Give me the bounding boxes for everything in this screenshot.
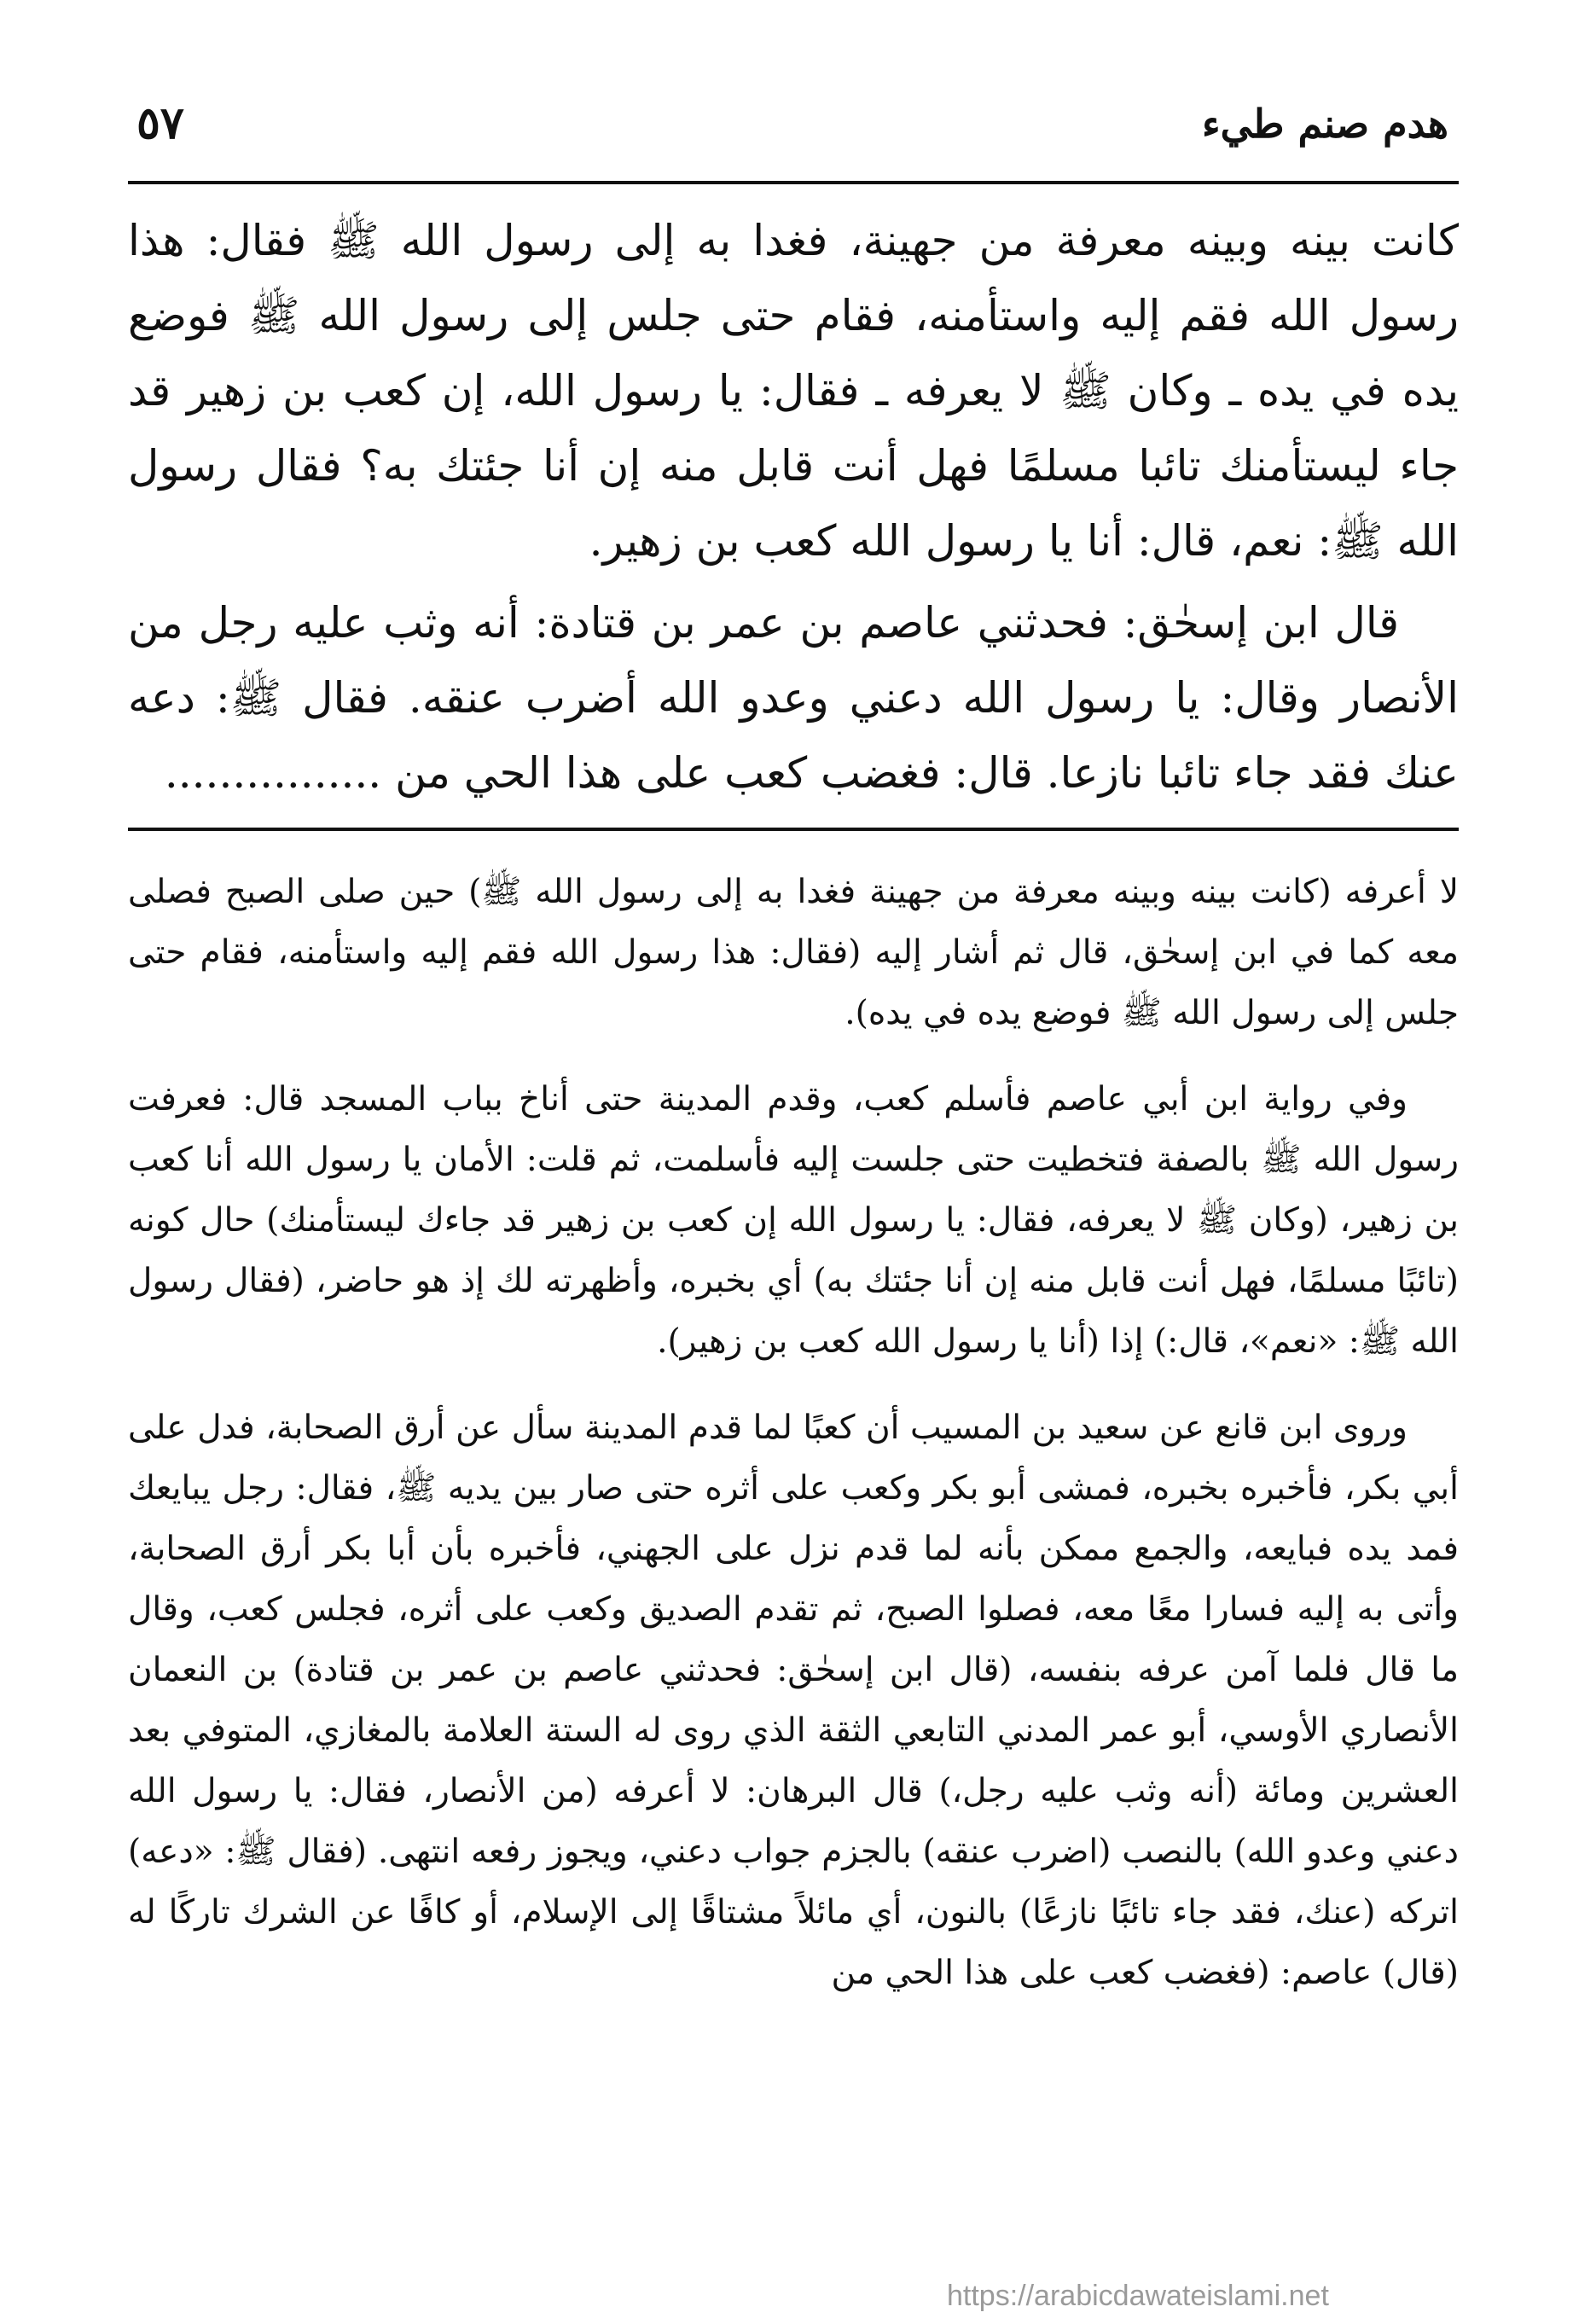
commentary-block [128,862,1459,2003]
header-divider [128,181,1459,184]
chapter-title: هدم صنم طيء [1201,101,1448,147]
watermark-url: https://arabicdawateislami.net [947,2280,1329,2312]
hadith-paragraph: قال ابن إسحٰق: فحدثني عاصم بن عمر بن قتادة: أنه وثب عليه رجل من الأنصار وقال: يا رسول الله دعني وعدو الله أضرب عنقه. فقال ﷺ: دعه عنك فقد جاء تائبا نازعا. قال: فغضب كعب على هذا الحي من ................ [128,598,1459,798]
hadith-paragraph: كانت بينه وبينه معرفة من جهينة، فغدا به إلى رسول الله ﷺ فقال: هذا رسول الله فقم إليه واستأمنه، فقام حتى جلس إلى رسول الله ﷺ فوضع يده في يده ـ وكان ﷺ لا يعرفه ـ فقال: يا رسول الله، إن كعب بن زهير قد جاء ليستأمنك تائبا مسلمًا فهل أنت قابل منه إن أنا جئتك به؟ فقال رسول الله ﷺ: نعم، قال: أنا يا رسول الله كعب بن زهير. [128,216,1459,566]
commentary-paragraph: وروى ابن قانع عن سعيد بن المسيب أن كعبًا لما قدم المدينة سأل عن أرق الصحابة، فدل على أبي بكر، فأخبره بخبره، فمشى أبو بكر وكعب على أثره حتى صار بين يديه ﷺ، فقال: رجل يبايعك فمد يده فبايعه، والجمع ممكن بأنه لما قدم نزل على الجهني، فأخبره بأن أبا بكر أرق الصحابة، وأتى به إليه فسارا معًا معه، فصلوا الصبح، ثم تقدم الصديق وكعب على أثره، فجلس كعب، وقال ما قال فلما آمن عرفه بنفسه، (قال ابن إسحٰق: فحدثني عاصم بن عمر بن قتادة) بن النعمان الأنصاري الأوسي، أبو عمر المدني التابعي الثقة الذي روى له الستة العلامة بالمغازي، المتوفي بعد العشرين ومائة (أنه وثب عليه رجل،) قال البرهان: لا أعرفه (من الأنصار، فقال: يا رسول الله دعني وعدو الله) بالنصب (اضرب عنقه) بالجزم جواب دعني، ويجوز رفعه انتهى. (فقال ﷺ: «دعه) اتركه (عنك، فقد جاء تائبًا نازعًا) بالنون، أي مائلاً مشتاقًا إلى الإسلام، أو كافًا عن الشرك تاركًا له (قال) عاصم: (فغضب كعب على هذا الحي من [128,1409,1460,1992]
hadith-text-block [128,203,1459,810]
commentary-paragraph: لا أعرفه (كانت بينه وبينه معرفة من جهينة فغدا به إلى رسول الله ﷺ) حين صلى الصبح فصلى معه كما في ابن إسحٰق، قال ثم أشار إليه (فقال: هذا رسول الله فقم إليه واستأمنه، فقام حتى جلس إلى رسول الله ﷺ فوضع يده في يده). [128,873,1459,1032]
page-header [128,85,1459,162]
page-number: ٥٧ [136,97,184,149]
commentary-paragraph: وفي رواية ابن أبي عاصم فأسلم كعب، وقدم المدينة حتى أناخ بباب المسجد قال: فعرفت رسول الله ﷺ بالصفة فتخطيت حتى جلست إليه فأسلمت، ثم قلت: الأمان يا رسول الله أنا كعب بن زهير، (وكان ﷺ لا يعرفه، فقال: يا رسول الله إن كعب بن زهير قد جاءك ليستأمنك) حال كونه (تائبًا مسلمًا، فهل أنت قابل منه إن أنا جئتك به) أي بخبره، وأظهرته لك إذ هو حاضر، (فقال رسول الله ﷺ: «نعم»، قال:) إذا (أنا يا رسول الله كعب بن زهير). [128,1080,1459,1361]
commentary-divider [128,828,1459,831]
book-page [128,85,1459,2029]
